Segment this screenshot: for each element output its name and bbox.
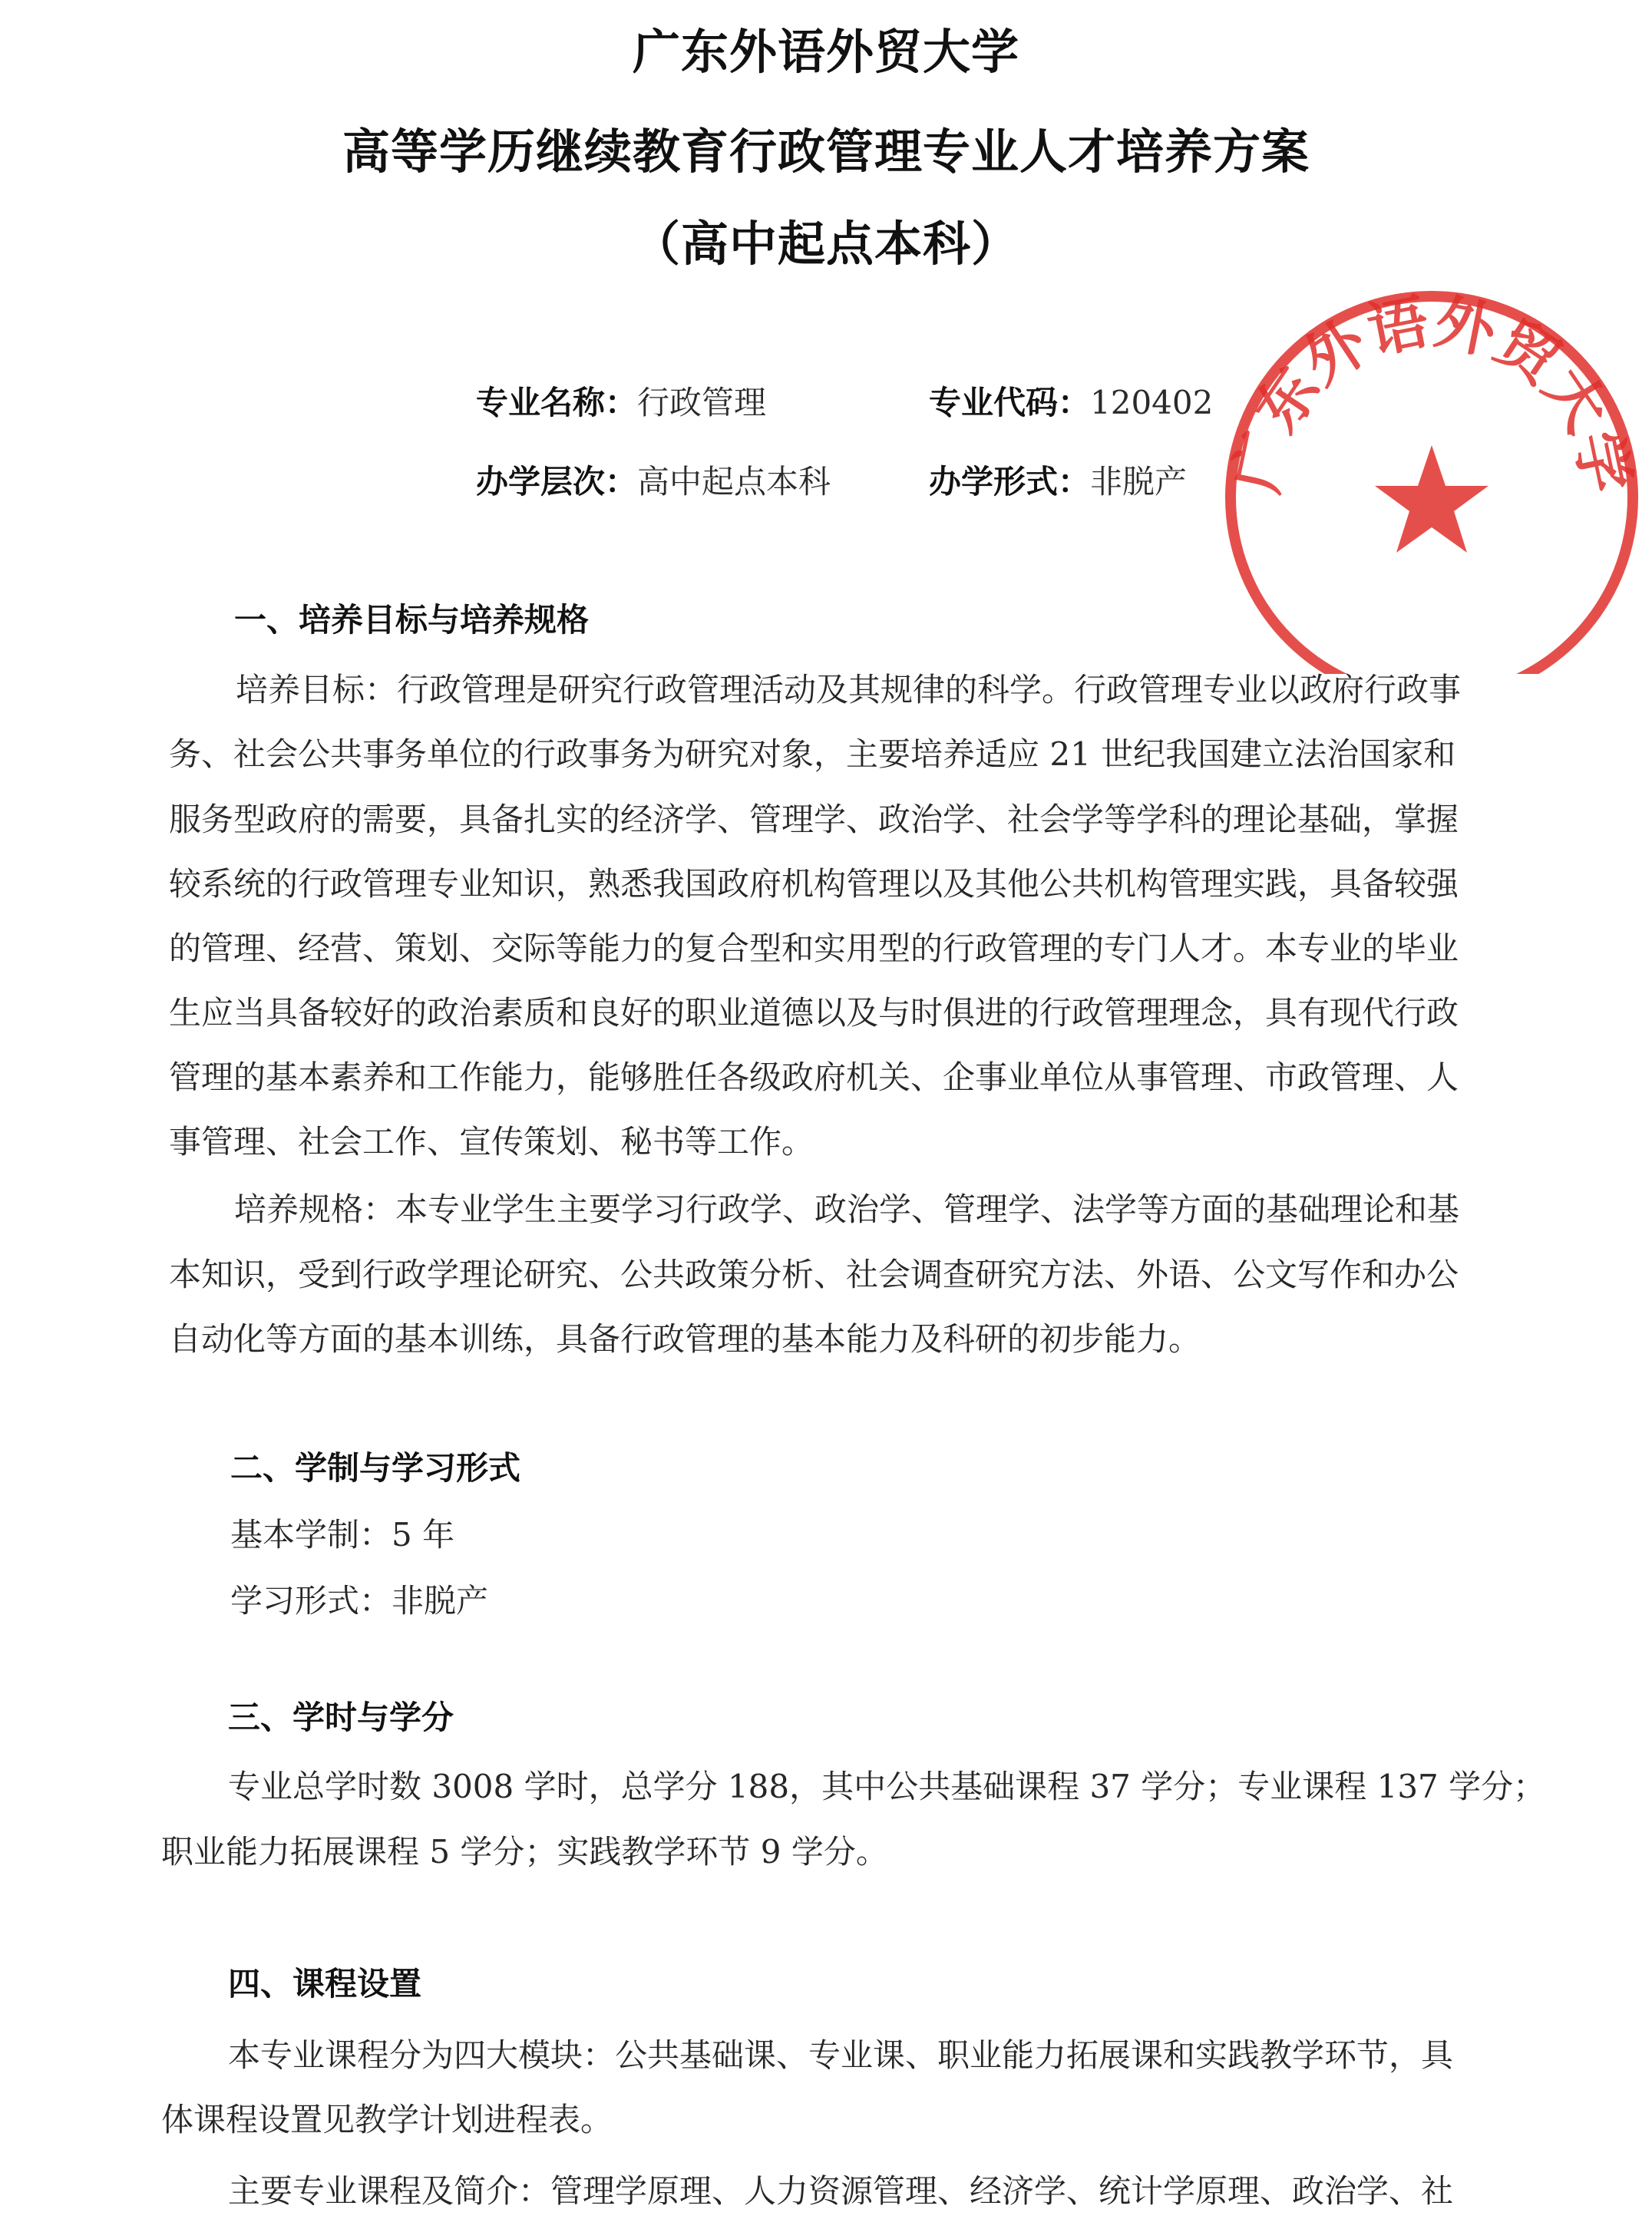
paragraph-line: 培养目标：行政管理是研究行政管理活动及其规律的科学。行政管理专业以政府行政事: [236, 671, 1462, 708]
paragraph-line: 较系统的行政管理专业知识，熟悉我国政府机构管理以及其他公共机构管理实践，具备较强: [169, 865, 1459, 903]
paragraph-line: 生应当具备较好的政治素质和良好的职业道德以及与时俱进的行政管理理念，具有现代行政: [169, 994, 1459, 1032]
major-name-label: 专业名称：: [476, 384, 638, 421]
document-title-university: 广东外语外贸大学: [632, 24, 1019, 80]
official-seal-stamp: [1186, 267, 1652, 674]
section-heading: 四、课程设置: [228, 1965, 422, 2003]
school-level-value: 高中起点本科: [637, 463, 831, 500]
document-title-program: 高等学历继续教育行政管理专业人才培养方案: [342, 124, 1310, 180]
paragraph-line: 本专业课程分为四大模块：公共基础课、专业课、职业能力拓展课和实践教学环节，具: [228, 2036, 1454, 2074]
major-code-label: 专业代码：: [929, 384, 1091, 421]
major-code-field: [929, 378, 1213, 424]
paragraph-line: 主要专业课程及简介：管理学原理、人力资源管理、经济学、统计学原理、政治学、社: [228, 2172, 1454, 2210]
major-name-value: 行政管理: [637, 384, 767, 421]
seal-text: 广东外语外贸大学: [1221, 287, 1642, 499]
paragraph-line: 管理的基本素养和工作能力，能够胜任各级政府机关、企事业单位从事管理、市政管理、人: [169, 1058, 1459, 1096]
school-level-field: [476, 457, 831, 503]
paragraph-line: 学习形式：非脱产: [230, 1582, 489, 1620]
document-title-level: （高中起点本科）: [632, 216, 1019, 272]
school-form-label: 办学形式：: [929, 463, 1091, 500]
paragraph-line: 自动化等方面的基本训练，具备行政管理的基本能力及科研的初步能力。: [169, 1320, 1201, 1358]
paragraph-line: 专业总学时数 3008 学时，总学分 188，其中公共基础课程 37 学分；专业课程 137 学分；: [228, 1768, 1546, 1805]
paragraph-line: 体课程设置见教学计划进程表。: [161, 2101, 613, 2138]
paragraph-line: 基本学制：5 年: [230, 1516, 455, 1554]
section-heading: 三、学时与学分: [228, 1699, 454, 1736]
school-form-field: [929, 457, 1187, 503]
paragraph-line: 职业能力拓展课程 5 学分；实践教学环节 9 学分。: [161, 1833, 888, 1871]
paragraph-line: 培养规格：本专业学生主要学习行政学、政治学、管理学、法学等方面的基础理论和基: [234, 1190, 1460, 1228]
section-heading: 一、培养目标与培养规格: [234, 601, 590, 639]
paragraph-line: 本知识，受到行政学理论研究、公共政策分析、社会调查研究方法、外语、公文写作和办公: [169, 1256, 1459, 1293]
major-code-value: 120402: [1090, 384, 1214, 421]
seal-star-icon: [1375, 445, 1488, 553]
section-heading: 二、学制与学习形式: [230, 1449, 521, 1487]
school-form-value: 非脱产: [1090, 463, 1188, 500]
paragraph-line: 的管理、经营、策划、交际等能力的复合型和实用型的行政管理的专门人才。本专业的毕业: [169, 930, 1459, 967]
paragraph-line: 务、社会公共事务单位的行政事务为研究对象，主要培养适应 21 世纪我国建立法治国家和: [169, 735, 1456, 773]
paragraph-line: 服务型政府的需要，具备扎实的经济学、管理学、政治学、社会学等学科的理论基础，掌握: [169, 801, 1459, 838]
school-level-label: 办学层次：: [476, 463, 638, 500]
major-name-field: [476, 378, 766, 424]
paragraph-line: 事管理、社会工作、宣传策划、秘书等工作。: [169, 1123, 814, 1161]
